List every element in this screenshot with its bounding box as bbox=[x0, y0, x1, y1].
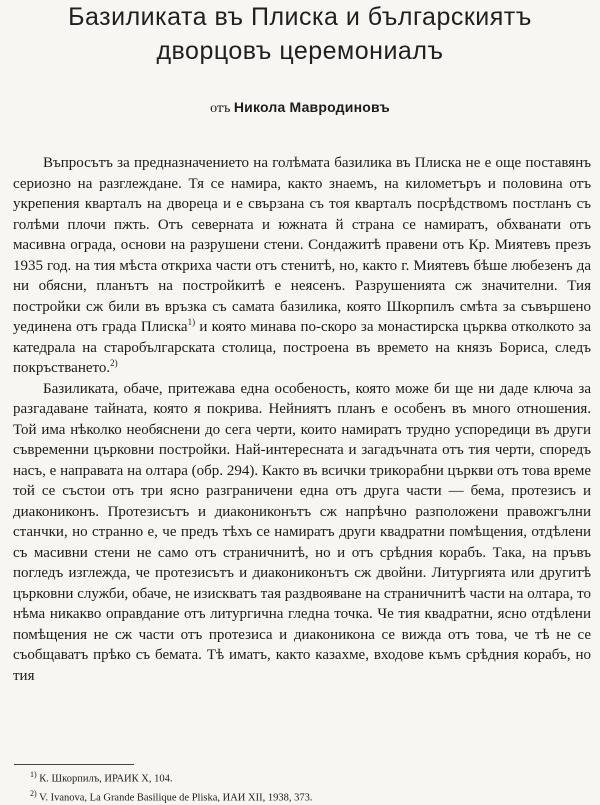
footnotes bbox=[30, 768, 590, 805]
paragraph-1 bbox=[13, 153, 591, 379]
article-title-line-1: Базиликата въ Плиска и българскиятъ bbox=[0, 0, 600, 34]
paragraph-2: Базиликата, обаче, притежава една особеность, която може би ще ни даде ключа за разгадаване тайната, която я покрива. Нейниятъ планъ е особенъ въ много отношения. Той има нѣколко необяснени до сега черти, които намиратъ трудно успоредици въ други съвременни църковни постройки. Най-интересната и загадъчната отъ тия черти, споредъ насъ, е направата на олтара (обр. 294). Както въ всички трикорабни църкви отъ това време той се състои отъ три ясно разграничени една отъ друга части — бема, протезисъ и диакониконъ. Протезисътъ и диакониконътъ сж напрѣчно разположени правожгълни станчки, но странно е, че предъ тѣхъ се намиратъ други квадратни помѣщения, отдѣлени съ масивни стени не само отъ страничнитѣ, но и отъ срѣдния корабъ. Така, на пръвъ погледъ изглежда, че протезисътъ и диакониконътъ сж двойни. Литургията или другитѣ църковни служби, обаче, не изискватъ тая раздвояване на страничнитѣ части на олтара, то нѣма никакво оправдание отъ литургична гледна точка. Че тия квадратни, ясно отдѣлени помѣщения не сж части отъ протезиса и диаконикона се вижда отъ това, че тѣ не се съобщаватъ прѣко съ бемата. Тѣ иматъ, както казахме, входове къмъ срѣдния корабъ, но тия bbox=[13, 379, 591, 687]
footnote-2 bbox=[30, 787, 590, 805]
article-body bbox=[13, 153, 591, 686]
footnote-2-mark: 2) bbox=[30, 789, 37, 798]
author-name: Никола Мавродиновъ bbox=[234, 99, 390, 115]
footnote-2-text: V. Ivanova, La Grande Basilique de Pliska, ИАИ XII, 1938, 373. bbox=[39, 792, 312, 803]
byline bbox=[0, 98, 600, 118]
paragraph-1-text-a: Въпросътъ за предназначението на голѣмата базилика въ Плиска не е още поставянъ сериозно на разглеждане. Тя се намира, както знаемъ, на километъръ и половина отъ укрепения кварталъ на двореца и е свързана съ тоя кварталъ посрѣдствомъ постланъ съ голѣми плочи пжть. Отъ северната и южната й страна се намиратъ, обхванати отъ масивна ограда, основи на разрушени стени. Сондажитѣ правени отъ Кр. Миятевъ презъ 1935 год. на тия мѣста откриха части отъ стенитѣ, но, както г. Миятевъ бѣше любезенъ да ни обясни, планътъ на постройкитѣ е неясенъ. Разрушенията сж значителни. Тия постройки сж били въ връзка съ самата базилика, която Шкорпилъ смѣта за съвършено уединена отъ града Плиска bbox=[13, 155, 591, 335]
article-title-line-2: дворцовъ церемониалъ bbox=[0, 34, 600, 68]
footnote-divider bbox=[14, 764, 134, 765]
footnote-1 bbox=[30, 768, 590, 787]
footnote-ref-1: 1) bbox=[188, 317, 196, 327]
footnote-1-text: К. Шкорпилъ, ИРАИК X, 104. bbox=[39, 774, 172, 785]
byline-prefix: отъ bbox=[210, 101, 230, 116]
footnote-ref-2: 2) bbox=[110, 358, 118, 368]
paragraph-1-text-b: и която минава по-скоро за монастирска църква отколкото за катедрала на старобългарската столица, построена въ времето на князъ Бориса, следъ покръстването. bbox=[13, 319, 591, 376]
footnote-1-mark: 1) bbox=[30, 770, 37, 779]
